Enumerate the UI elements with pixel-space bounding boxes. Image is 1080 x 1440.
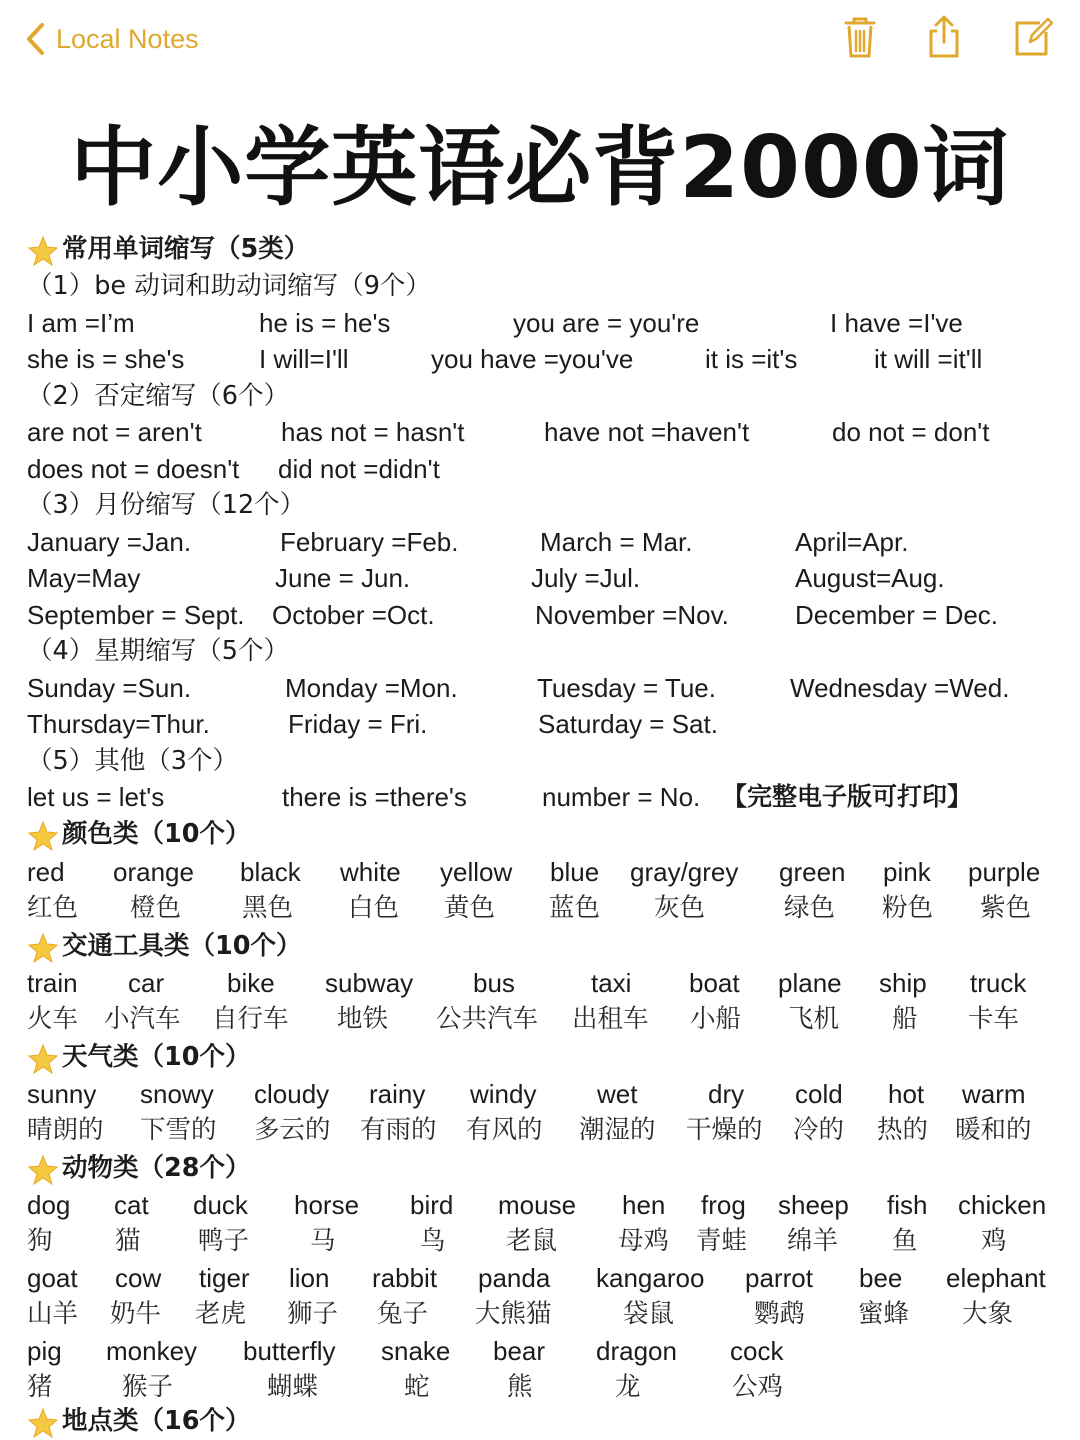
star-icon: [27, 235, 59, 267]
section-heading-abbreviations: 常用单词缩写（5类）: [0, 231, 1080, 268]
transport-chinese-row: 火车 小汽车 自行车 地铁 公共汽车 出租车 小船 飞机 船 卡车: [27, 1004, 1020, 1034]
month-row-1: January =Jan. February =Feb. March = Mar. April=Apr.: [27, 527, 909, 557]
section-heading-weather: 天气类（10个）: [0, 1039, 1080, 1076]
animal-chinese-row-1: 狗 猫 鸭子 马 鸟 老鼠 母鸡 青蛙 绵羊 鱼 鸡: [27, 1226, 1007, 1256]
animal-english-row-3: pig monkey butterfly snake bear dragon cock: [27, 1336, 784, 1366]
subheading-months: （3）月份缩写（12个）: [27, 490, 306, 520]
weekday-row-2: Thursday=Thur. Friday = Fri. Saturday = Sat.: [27, 709, 718, 739]
subheading-weekdays: （4）星期缩写（5个）: [27, 636, 289, 666]
subheading-be-verbs: （1）be 动词和助动词缩写（9个）: [27, 271, 431, 301]
section-heading-animals: 动物类（28个）: [0, 1150, 1080, 1187]
neg-row-1: are not = aren't has not = hasn't have not =haven't do not = don't: [27, 417, 990, 447]
chevron-left-icon: [24, 22, 46, 56]
subheading-negative: （2）否定缩写（6个）: [27, 381, 289, 411]
star-icon: [27, 932, 59, 964]
animal-english-row-2: goat cow tiger lion rabbit panda kangaroo parrot bee elephant: [27, 1263, 1046, 1293]
color-english-row: red orange black white yellow blue gray/grey green pink purple: [27, 857, 1041, 887]
compose-button[interactable]: [1010, 14, 1054, 60]
back-button[interactable]: [24, 18, 199, 60]
note-title: 中小学英语必背2000词: [70, 118, 1010, 218]
section-heading-places: 地点类（16个）: [0, 1403, 1080, 1440]
star-icon: [27, 1407, 59, 1439]
section-heading-colors: 颜色类（10个）: [0, 816, 1080, 853]
neg-row-2: does not = doesn't did not =didn't: [27, 454, 440, 484]
animal-chinese-row-2: 山羊 奶牛 老虎 狮子 兔子 大熊猫 袋鼠 鹦鹉 蜜蜂 大象: [27, 1299, 1014, 1329]
star-icon: [27, 820, 59, 852]
animal-chinese-row-3: 猪 猴子 蝴蝶 蛇 熊 龙 公鸡: [27, 1372, 784, 1402]
share-icon: [922, 14, 966, 60]
weather-chinese-row: 晴朗的 下雪的 多云的 有雨的 有风的 潮湿的 干燥的 冷的 热的 暖和的: [27, 1115, 1032, 1145]
star-icon: [27, 1043, 59, 1075]
subheading-others: （5）其他（3个）: [27, 746, 238, 776]
section-heading-transport: 交通工具类（10个）: [0, 928, 1080, 965]
delete-button[interactable]: [838, 14, 882, 60]
others-row: let us = let's there is =there's number = No. 【完整电子版可打印】: [27, 782, 973, 812]
transport-english-row: train car bike subway bus taxi boat plane ship truck: [27, 968, 1027, 998]
month-row-3: September = Sept. October =Oct. November =Nov. December = Dec.: [27, 600, 999, 630]
compose-icon: [1010, 14, 1054, 60]
abbr-row-2: she is = she's I will=I'll you have =you've it is =it's it will =it'll: [27, 344, 983, 374]
month-row-2: May=May June = Jun. July =Jul. August=Aug.: [27, 563, 945, 593]
star-icon: [27, 1154, 59, 1186]
back-label: Local Notes: [56, 23, 199, 54]
trash-icon: [838, 14, 882, 60]
weather-english-row: sunny snowy cloudy rainy windy wet dry cold hot warm: [27, 1079, 1026, 1109]
share-button[interactable]: [922, 14, 966, 60]
animal-english-row-1: dog cat duck horse bird mouse hen frog sheep fish chicken: [27, 1190, 1047, 1220]
weekday-row-1: Sunday =Sun. Monday =Mon. Tuesday = Tue. Wednesday =Wed.: [27, 673, 1010, 703]
toolbar: [0, 0, 1080, 80]
abbr-row-1: I am =I’m he is = he's you are = you're I have =I've: [27, 308, 963, 338]
color-chinese-row: 红色 橙色 黑色 白色 黄色 蓝色 灰色 绿色 粉色 紫色: [27, 893, 1032, 923]
